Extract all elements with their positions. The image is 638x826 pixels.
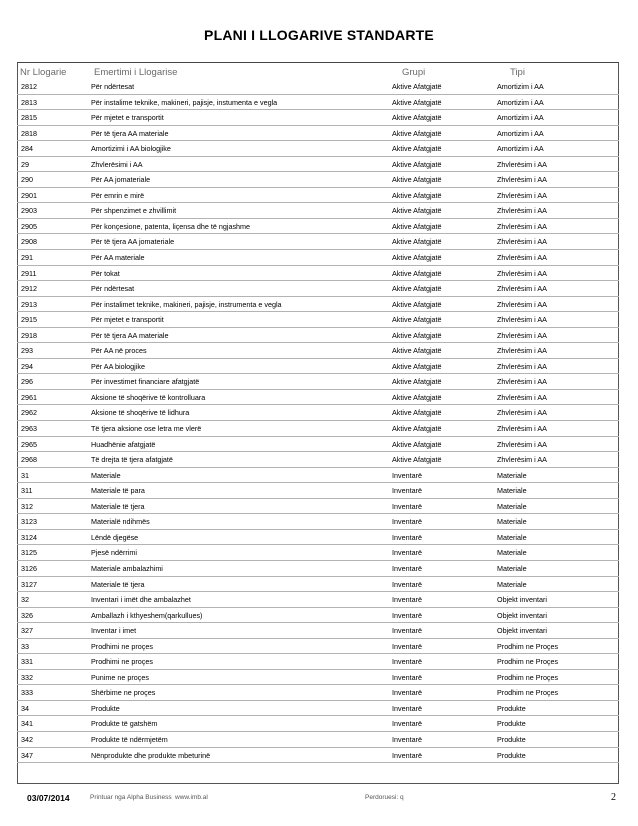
account-group-cell: Inventarë (392, 750, 422, 760)
account-number-cell: 2901 (21, 190, 37, 200)
account-number-cell: 347 (21, 750, 33, 760)
account-name-cell: Materiale (91, 470, 121, 480)
account-group-cell: Inventarë (392, 641, 422, 651)
account-type-cell: Amortizim i AA (497, 97, 544, 107)
table-row (17, 608, 619, 624)
account-name-cell: Punime ne proçes (91, 672, 149, 682)
account-group-cell: Aktive Afatgjatë (392, 159, 442, 169)
footer-page-number: 2 (611, 792, 616, 803)
account-name-cell: Inventari i imët dhe ambalazhet (91, 595, 191, 605)
account-number-cell: 327 (21, 626, 33, 636)
table-row (17, 623, 619, 639)
account-number-cell: 2912 (21, 284, 37, 294)
account-type-cell: Prodhim ne Proçes (497, 672, 559, 682)
table-row (17, 499, 619, 515)
account-name-cell: Shërbime ne proçes (91, 688, 156, 698)
account-name-cell: Zhvlerësimi i AA (91, 159, 143, 169)
account-group-cell: Aktive Afatgjatë (392, 128, 442, 138)
account-group-cell: Aktive Afatgjatë (392, 221, 442, 231)
account-type-cell: Produkte (497, 750, 526, 760)
account-number-cell: 2913 (21, 299, 37, 309)
account-name-cell: Për instalimet teknike, makineri, pajisje, instrumenta e vegla (91, 299, 282, 309)
account-group-cell: Inventarë (392, 470, 422, 480)
table-row (17, 95, 619, 111)
table-row (17, 577, 619, 593)
account-number-cell: 2961 (21, 392, 37, 402)
account-number-cell: 2915 (21, 315, 37, 325)
account-number-cell: 2908 (21, 237, 37, 247)
account-name-cell: Aksione të shoqërive të kontrolluara (91, 392, 206, 402)
account-number-cell: 3127 (21, 579, 37, 589)
account-name-cell: Prodhimi ne proçes (91, 657, 153, 667)
account-group-cell: Aktive Afatgjatë (392, 361, 442, 371)
account-number-cell: 284 (21, 144, 33, 154)
account-number-cell: 291 (21, 253, 33, 263)
account-name-cell: Për ndërtesat (91, 284, 135, 294)
account-type-cell: Amortizim i AA (497, 113, 544, 123)
table-row (17, 188, 619, 204)
account-group-cell: Aktive Afatgjatë (392, 439, 442, 449)
account-number-cell: 32 (21, 595, 29, 605)
account-group-cell: Aktive Afatgjatë (392, 253, 442, 263)
account-type-cell: Zhvlerësim i AA (497, 408, 547, 418)
account-type-cell: Produkte (497, 719, 526, 729)
account-type-cell: Materiale (497, 501, 527, 511)
account-name-cell: Huadhënie afatgjatë (91, 439, 156, 449)
account-number-cell: 29 (21, 159, 29, 169)
table-row (17, 79, 619, 95)
table-row (17, 514, 619, 530)
table-row (17, 203, 619, 219)
account-type-cell: Zhvlerësim i AA (497, 330, 547, 340)
table-row (17, 421, 619, 437)
account-type-cell: Objekt inventari (497, 595, 547, 605)
account-number-cell: 2812 (21, 82, 37, 91)
account-number-cell: 3124 (21, 532, 37, 542)
account-group-cell: Inventarë (392, 703, 422, 713)
table-header (0, 67, 638, 79)
account-name-cell: Amortizimi i AA biologjike (91, 144, 171, 154)
footer-website: www.imb.al (175, 794, 208, 801)
column-header-group: Grupi (402, 67, 426, 78)
account-type-cell: Zhvlerësim i AA (497, 361, 547, 371)
table-row (17, 716, 619, 732)
table-row (17, 748, 619, 764)
account-name-cell: Për AA jomateriale (91, 175, 151, 185)
account-name-cell: Për AA në proces (91, 346, 147, 356)
account-group-cell: Aktive Afatgjatë (392, 455, 442, 465)
account-type-cell: Zhvlerësim i AA (497, 221, 547, 231)
account-number-cell: 31 (21, 470, 29, 480)
account-name-cell: Për tokat (91, 268, 120, 278)
table-row (17, 281, 619, 297)
account-group-cell: Inventarë (392, 610, 422, 620)
account-number-cell: 2968 (21, 455, 37, 465)
table-row (17, 685, 619, 701)
table-row (17, 701, 619, 717)
account-type-cell: Zhvlerësim i AA (497, 346, 547, 356)
table-row (17, 359, 619, 375)
account-type-cell: Prodhim ne Proçes (497, 641, 559, 651)
account-number-cell: 3123 (21, 517, 37, 527)
account-number-cell: 34 (21, 703, 29, 713)
account-type-cell: Zhvlerësim i AA (497, 175, 547, 185)
account-number-cell: 2965 (21, 439, 37, 449)
account-name-cell: Inventar i imet (91, 626, 137, 636)
account-type-cell: Zhvlerësim i AA (497, 237, 547, 247)
table-row (17, 732, 619, 748)
account-group-cell: Aktive Afatgjatë (392, 408, 442, 418)
account-group-cell: Aktive Afatgjatë (392, 144, 442, 154)
table-row (17, 126, 619, 142)
account-group-cell: Aktive Afatgjatë (392, 268, 442, 278)
account-name-cell: Materialë ndihmës (91, 517, 150, 527)
account-name-cell: Prodhimi ne proçes (91, 641, 153, 651)
table-row (17, 405, 619, 421)
account-group-cell: Aktive Afatgjatë (392, 206, 442, 216)
table-row (17, 343, 619, 359)
account-type-cell: Materiale (497, 517, 527, 527)
account-number-cell: 2813 (21, 97, 37, 107)
account-type-cell: Objekt inventari (497, 626, 547, 636)
account-group-cell: Aktive Afatgjatë (392, 175, 442, 185)
account-group-cell: Inventarë (392, 579, 422, 589)
account-number-cell: 2963 (21, 424, 37, 434)
account-name-cell: Të tjera aksione ose letra me vlerë (91, 424, 202, 434)
account-name-cell: Materiale të tjera (91, 501, 145, 511)
account-group-cell: Inventarë (392, 657, 422, 667)
account-number-cell: 2818 (21, 128, 37, 138)
account-name-cell: Për ndërtesat (91, 82, 135, 91)
account-name-cell: Për të tjera AA materiale (91, 330, 169, 340)
account-group-cell: Aktive Afatgjatë (392, 82, 442, 91)
table-row (17, 110, 619, 126)
account-number-cell: 312 (21, 501, 33, 511)
table-row (17, 561, 619, 577)
account-name-cell: Produkte (91, 703, 120, 713)
account-group-cell: Inventarë (392, 672, 422, 682)
account-number-cell: 2918 (21, 330, 37, 340)
account-number-cell: 2911 (21, 268, 37, 278)
account-type-cell: Materiale (497, 579, 527, 589)
account-type-cell: Produkte (497, 703, 526, 713)
table-row (17, 312, 619, 328)
account-type-cell: Prodhim ne Proçes (497, 657, 559, 667)
account-type-cell: Zhvlerësim i AA (497, 392, 547, 402)
account-name-cell: Produkte të gatshëm (91, 719, 158, 729)
account-number-cell: 332 (21, 672, 33, 682)
account-group-cell: Inventarë (392, 626, 422, 636)
account-type-cell: Zhvlerësim i AA (497, 315, 547, 325)
account-number-cell: 342 (21, 734, 33, 744)
account-group-cell: Inventarë (392, 688, 422, 698)
account-name-cell: Për shpenzimet e zhvillimit (91, 206, 177, 216)
account-type-cell: Zhvlerësim i AA (497, 159, 547, 169)
account-type-cell: Prodhim ne Proçes (497, 688, 559, 698)
accounts-table (17, 79, 619, 763)
table-row (17, 172, 619, 188)
account-type-cell: Zhvlerësim i AA (497, 299, 547, 309)
account-name-cell: Të drejta të tjera afatgjatë (91, 455, 173, 465)
account-name-cell: Për emrin e mirë (91, 190, 145, 200)
account-type-cell: Zhvlerësim i AA (497, 377, 547, 387)
account-type-cell: Materiale (497, 486, 527, 496)
column-header-type: Tipi (510, 67, 525, 78)
account-group-cell: Inventarë (392, 734, 422, 744)
account-group-cell: Aktive Afatgjatë (392, 190, 442, 200)
footer-printed-by: Printuar nga Alpha Business (90, 794, 172, 801)
account-name-cell: Për investimet financiare afatgjatë (91, 377, 200, 387)
account-name-cell: Produkte të ndërmjetëm (91, 734, 168, 744)
account-group-cell: Aktive Afatgjatë (392, 330, 442, 340)
account-type-cell: Materiale (497, 563, 527, 573)
account-group-cell: Inventarë (392, 517, 422, 527)
account-number-cell: 3125 (21, 548, 37, 558)
account-type-cell: Amortizim i AA (497, 144, 544, 154)
column-header-name: Emertimi i Llogarise (94, 67, 178, 78)
account-number-cell: 293 (21, 346, 33, 356)
account-group-cell: Aktive Afatgjatë (392, 346, 442, 356)
page-title: PLANI I LLOGARIVE STANDARTE (204, 27, 434, 43)
table-row (17, 141, 619, 157)
account-group-cell: Inventarë (392, 501, 422, 511)
account-type-cell: Zhvlerësim i AA (497, 190, 547, 200)
account-name-cell: Materiale të tjera (91, 579, 145, 589)
account-group-cell: Inventarë (392, 532, 422, 542)
table-row (17, 390, 619, 406)
account-group-cell: Aktive Afatgjatë (392, 284, 442, 294)
account-type-cell: Materiale (497, 470, 527, 480)
account-group-cell: Aktive Afatgjatë (392, 377, 442, 387)
account-name-cell: Materiale të para (91, 486, 145, 496)
table-row (17, 670, 619, 686)
table-row (17, 592, 619, 608)
account-group-cell: Aktive Afatgjatë (392, 392, 442, 402)
column-header-nr: Nr Llogarie (20, 67, 67, 78)
account-type-cell: Objekt inventari (497, 610, 547, 620)
account-name-cell: Për mjetet e transportit (91, 113, 164, 123)
table-row (17, 250, 619, 266)
account-group-cell: Aktive Afatgjatë (392, 113, 442, 123)
account-number-cell: 341 (21, 719, 33, 729)
table-row (17, 545, 619, 561)
account-name-cell: Nënprodukte dhe produkte mbeturinë (91, 750, 211, 760)
table-row (17, 297, 619, 313)
account-number-cell: 290 (21, 175, 33, 185)
account-group-cell: Inventarë (392, 548, 422, 558)
account-type-cell: Materiale (497, 532, 527, 542)
table-row (17, 374, 619, 390)
account-group-cell: Inventarë (392, 563, 422, 573)
account-group-cell: Aktive Afatgjatë (392, 424, 442, 434)
account-group-cell: Inventarë (392, 486, 422, 496)
account-type-cell: Zhvlerësim i AA (497, 284, 547, 294)
account-type-cell: Zhvlerësim i AA (497, 253, 547, 263)
account-type-cell: Zhvlerësim i AA (497, 268, 547, 278)
account-name-cell: Pjesë ndërrimi (91, 548, 137, 558)
account-name-cell: Materiale ambalazhimi (91, 563, 163, 573)
account-number-cell: 2815 (21, 113, 37, 123)
account-number-cell: 326 (21, 610, 33, 620)
account-name-cell: Lëndë djegëse (91, 532, 139, 542)
account-type-cell: Produkte (497, 734, 526, 744)
account-number-cell: 3126 (21, 563, 37, 573)
page-footer (0, 793, 638, 807)
account-number-cell: 294 (21, 361, 33, 371)
account-type-cell: Materiale (497, 548, 527, 558)
account-number-cell: 2905 (21, 221, 37, 231)
account-type-cell: Amortizim i AA (497, 82, 544, 91)
table-row (17, 468, 619, 484)
account-name-cell: Për AA biologjike (91, 361, 145, 371)
footer-date: 03/07/2014 (27, 793, 70, 803)
account-name-cell: Për konçesione, patenta, liçensa dhe të ngjashme (91, 221, 251, 231)
table-row (17, 483, 619, 499)
account-group-cell: Aktive Afatgjatë (392, 97, 442, 107)
account-name-cell: Për instalime teknike, makineri, pajisje, instumenta e vegla (91, 97, 278, 107)
table-row (17, 452, 619, 468)
account-type-cell: Amortizim i AA (497, 128, 544, 138)
account-number-cell: 331 (21, 657, 33, 667)
account-group-cell: Aktive Afatgjatë (392, 299, 442, 309)
account-type-cell: Zhvlerësim i AA (497, 424, 547, 434)
account-group-cell: Inventarë (392, 719, 422, 729)
table-row (17, 530, 619, 546)
account-number-cell: 311 (21, 486, 33, 496)
account-name-cell: Amballazh i kthyeshem(qarkullues) (91, 610, 203, 620)
account-type-cell: Zhvlerësim i AA (497, 455, 547, 465)
account-name-cell: Për të tjera AA jomateriale (91, 237, 175, 247)
table-row (17, 328, 619, 344)
account-type-cell: Zhvlerësim i AA (497, 206, 547, 216)
account-number-cell: 333 (21, 688, 33, 698)
account-name-cell: Për të tjera AA materiale (91, 128, 169, 138)
table-row (17, 654, 619, 670)
table-row (17, 437, 619, 453)
table-row (17, 157, 619, 173)
account-name-cell: Aksione të shoqërive të lidhura (91, 408, 190, 418)
table-row (17, 266, 619, 282)
account-name-cell: Për AA materiale (91, 253, 145, 263)
footer-user: Perdoruesi: q (365, 794, 404, 801)
account-number-cell: 2903 (21, 206, 37, 216)
account-group-cell: Aktive Afatgjatë (392, 237, 442, 247)
account-name-cell: Për mjetet e transportit (91, 315, 164, 325)
account-number-cell: 296 (21, 377, 33, 387)
table-row (17, 219, 619, 235)
account-group-cell: Aktive Afatgjatë (392, 315, 442, 325)
account-number-cell: 33 (21, 641, 29, 651)
account-number-cell: 2962 (21, 408, 37, 418)
table-row (17, 639, 619, 655)
table-row (17, 234, 619, 250)
account-group-cell: Inventarë (392, 595, 422, 605)
account-type-cell: Zhvlerësim i AA (497, 439, 547, 449)
